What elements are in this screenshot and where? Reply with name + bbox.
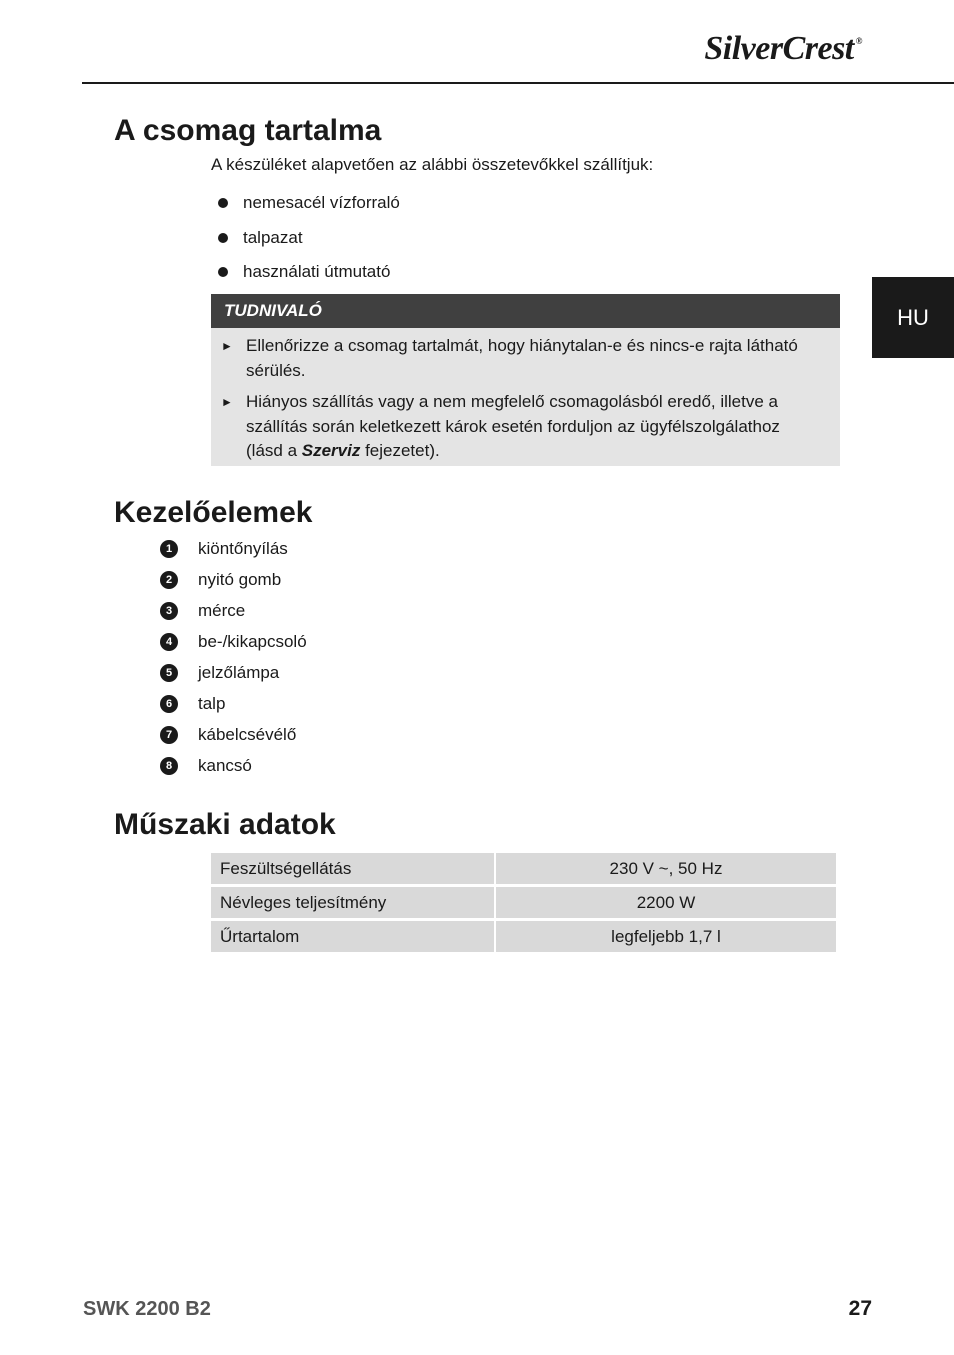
list-item: talpazat	[218, 221, 400, 256]
number-badge: 7	[160, 726, 178, 744]
bullet-icon	[218, 233, 228, 243]
controls-list	[160, 533, 307, 781]
list-item: nemesacél vízforraló	[218, 186, 400, 221]
list-item: 4 be-/kikapcsoló	[160, 626, 307, 657]
number-badge: 2	[160, 571, 178, 589]
number-badge: 5	[160, 664, 178, 682]
list-item: 6 talp	[160, 688, 307, 719]
section-title-controls: Kezelőelemek	[114, 496, 313, 529]
footer-model: SWK 2200 B2	[83, 1298, 211, 1320]
note-title: TUDNIVALÓ	[211, 294, 840, 328]
note-item: ► Ellenőrizze a csomag tartalmát, hogy hiánytalan-e és nincs-e rajta látható sérülés.	[211, 334, 840, 383]
note-box	[211, 294, 840, 466]
table-row	[211, 918, 836, 952]
spec-value: 2200 W	[496, 884, 836, 918]
list-item: 5 jelzőlámpa	[160, 657, 307, 688]
header-rule	[82, 82, 954, 84]
brand-logo: SilverCrest ®	[704, 30, 862, 67]
number-badge: 8	[160, 757, 178, 775]
list-item: 3 mérce	[160, 595, 307, 626]
section-title-specs: Műszaki adatok	[114, 808, 336, 841]
list-item: használati útmutató	[218, 255, 400, 290]
bullet-icon	[218, 267, 228, 277]
table-row	[211, 884, 836, 918]
page-number: 27	[848, 1297, 872, 1320]
note-item: ► Hiányos szállítás vagy a nem megfelelő csomagolásból eredő, illetve a szállítás során keletkezett károk esetén forduljon az ügyfélszolgálathoz (lásd a Szerviz fejezetet).	[211, 390, 840, 464]
list-item: 1 kiöntőnyílás	[160, 533, 307, 564]
list-item: 2 nyitó gomb	[160, 564, 307, 595]
list-item: 8 kancsó	[160, 750, 307, 781]
language-tab: HU	[872, 277, 954, 358]
number-badge: 6	[160, 695, 178, 713]
spec-label: Névleges teljesítmény	[211, 884, 494, 918]
service-chapter-ref: Szerviz	[301, 441, 361, 460]
section-title-contents: A csomag tartalma	[114, 114, 382, 147]
registered-mark: ®	[855, 36, 862, 46]
spec-value: legfeljebb 1,7 l	[496, 918, 836, 952]
spec-label: Űrtartalom	[211, 918, 494, 952]
number-badge: 3	[160, 602, 178, 620]
spec-label: Feszültségellátás	[211, 853, 494, 884]
bullet-icon	[218, 198, 228, 208]
triangle-right-icon: ►	[221, 339, 233, 353]
contents-list	[218, 186, 400, 290]
triangle-right-icon: ►	[221, 395, 233, 409]
contents-intro: A készüléket alapvetően az alábbi összetevőkkel szállítjuk:	[211, 155, 654, 174]
list-item: 7 kábelcsévélő	[160, 719, 307, 750]
number-badge: 1	[160, 540, 178, 558]
table-row	[211, 853, 836, 884]
number-badge: 4	[160, 633, 178, 651]
specs-table	[209, 853, 838, 952]
spec-value: 230 V ~, 50 Hz	[496, 853, 836, 884]
